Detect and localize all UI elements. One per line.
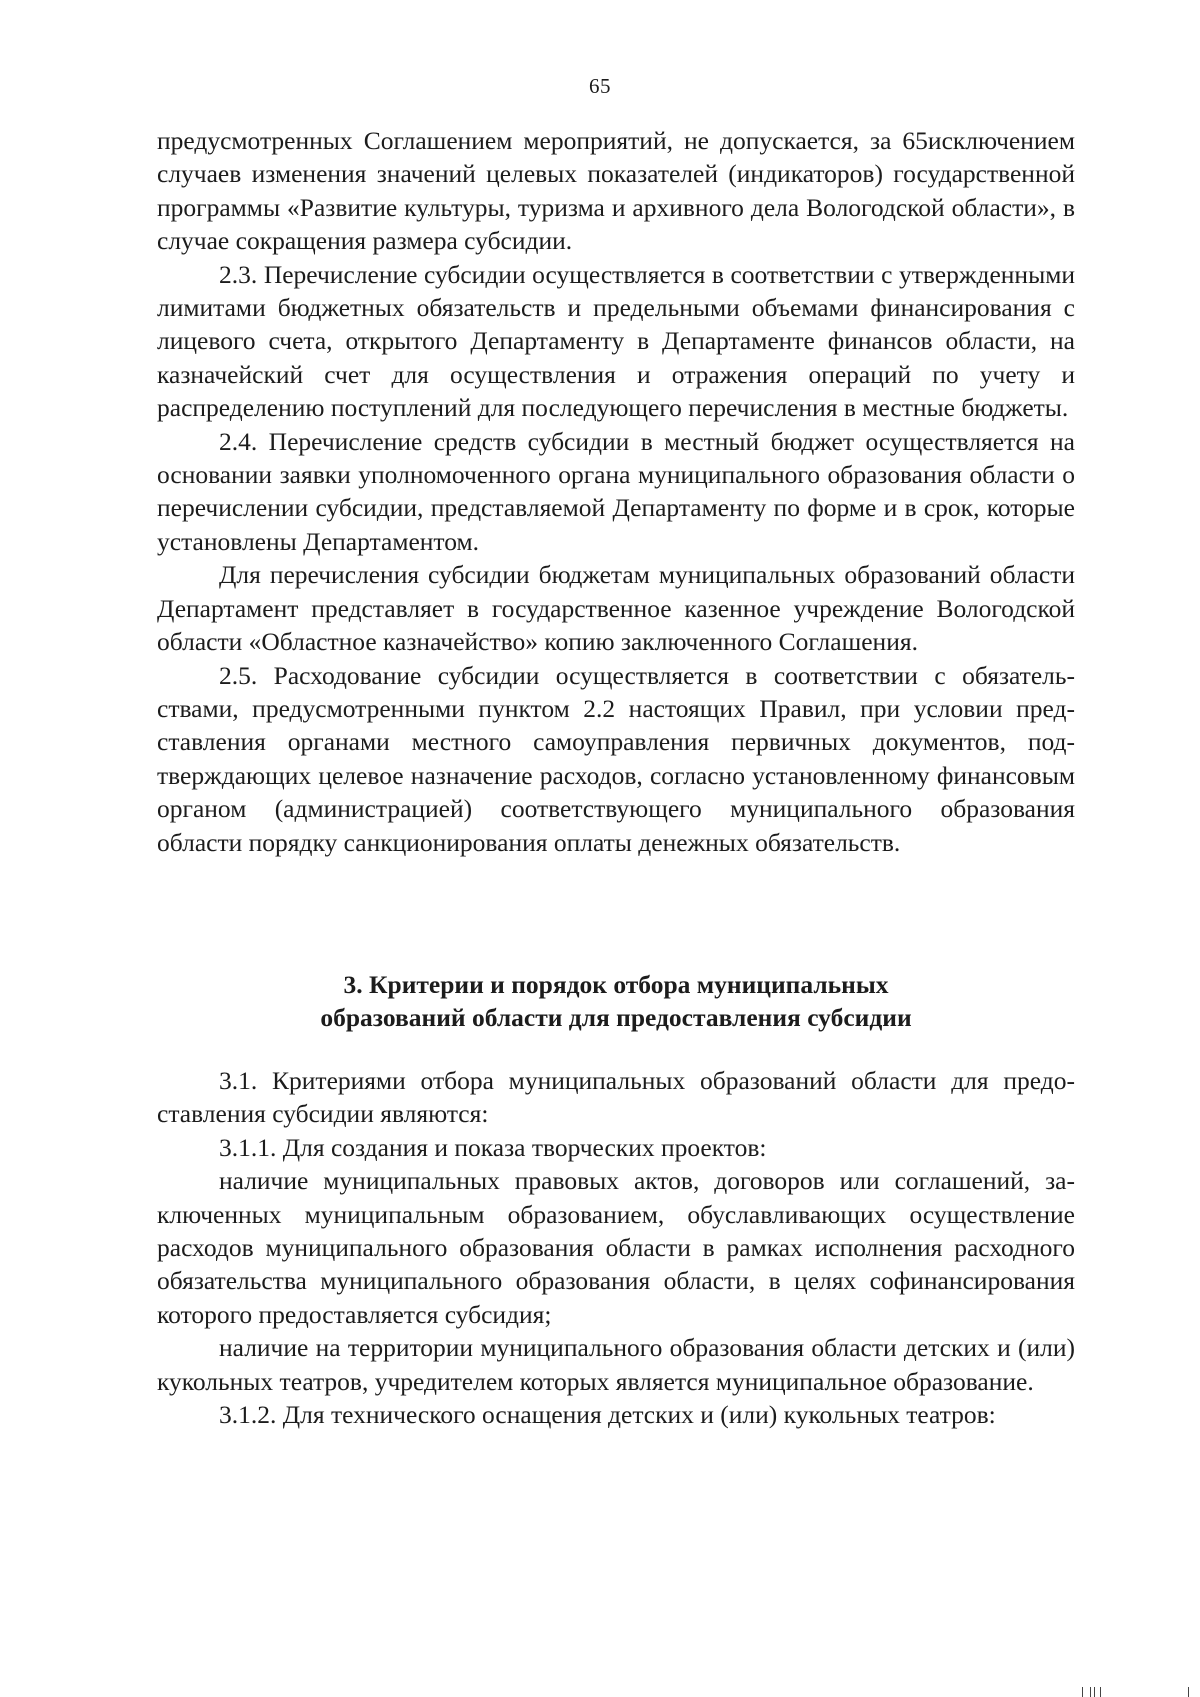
section-heading — [157, 968, 1075, 1034]
page-number: 65 — [589, 74, 611, 98]
paragraph-criterion-acts: наличие муниципальных правовых актов, договоров или соглашений, заключенных муниципальным образованием, обуславливающих осуществление расходов муниципального образования области в рамках исполнения расходного обязательства муниципального образования области, в целях софинансирования которого предоставляется субсидия; — [157, 1166, 1075, 1329]
body-text-bottom — [157, 1064, 1075, 1431]
paragraph-3-1-1: 3.1.1. Для создания и показа творческих проектов: — [219, 1132, 767, 1162]
paragraph-continuation: предусмотренных Соглашением мероприятий, не допускается, за 65исключением случаев изменения значений целевых показателей (индикаторов) государственной программы «Развитие культуры, туризма и архивного дела Вологодской области», в случае сокращения размера субсидии. — [157, 126, 1075, 256]
body-text-top — [157, 124, 1075, 859]
paragraph-transfer-note: Для перечисления субсидии бюджетам муниципальных образований области Департамент представляет в государственное казенное учреждение Вологодской области «Областное казначейство» копию заключенного Соглашения. — [157, 560, 1075, 657]
section-heading-line-2: образований области для предоставления субсидии — [320, 1003, 912, 1032]
section-heading-line-1: 3. Критерии и порядок отбора муниципальных — [343, 970, 889, 999]
paragraph-criterion-theatres: наличие на территории муниципального образования области детских и (или) кукольных театров, учредителем которых является муниципальное образование. — [157, 1333, 1075, 1396]
paragraph-2-3: 2.3. Перечисление субсидии осуществляется в соответствии с утвержденными лимитами бюджетных обязательств и предельными объемами финансирования с лицевого счета, открытого Департаменту в Департаменте финансов области, на казначейский счет для осуществления и отражения операций по учету и распределению поступлений для последующего перечисления в местные бюджеты. — [157, 259, 1075, 423]
paragraph-2-5: 2.5. Расходование субсидии осуществляется в соответствии с обязательствами, предусмотренными пунктом 2.2 настоящих Правил, при условии представления органами местного самоуправления первичных документов, подтверждающих целевое назначение расходов, согласно установленному финансовым органом (администрацией) соответствующего муниципального образования области порядку санкционирования оплаты денежных обязательств. — [157, 660, 1075, 857]
paragraph-3-1-2: 3.1.2. Для технического оснащения детских и (или) кукольных театров: — [219, 1400, 996, 1430]
scan-edge-marks — [1060, 1683, 1200, 1697]
paragraph-2-4: 2.4. Перечисление средств субсидии в местный бюджет осуществляется на основании заявки уполномоченного органа муниципального образования области о перечислении субсидии, представляемой Департаменту по форме и в срок, которые установлены Департаментом. — [157, 426, 1075, 556]
paragraph-3-1: 3.1. Критериями отбора муниципальных образований области для предоставления субсидии являются: — [157, 1066, 1075, 1129]
